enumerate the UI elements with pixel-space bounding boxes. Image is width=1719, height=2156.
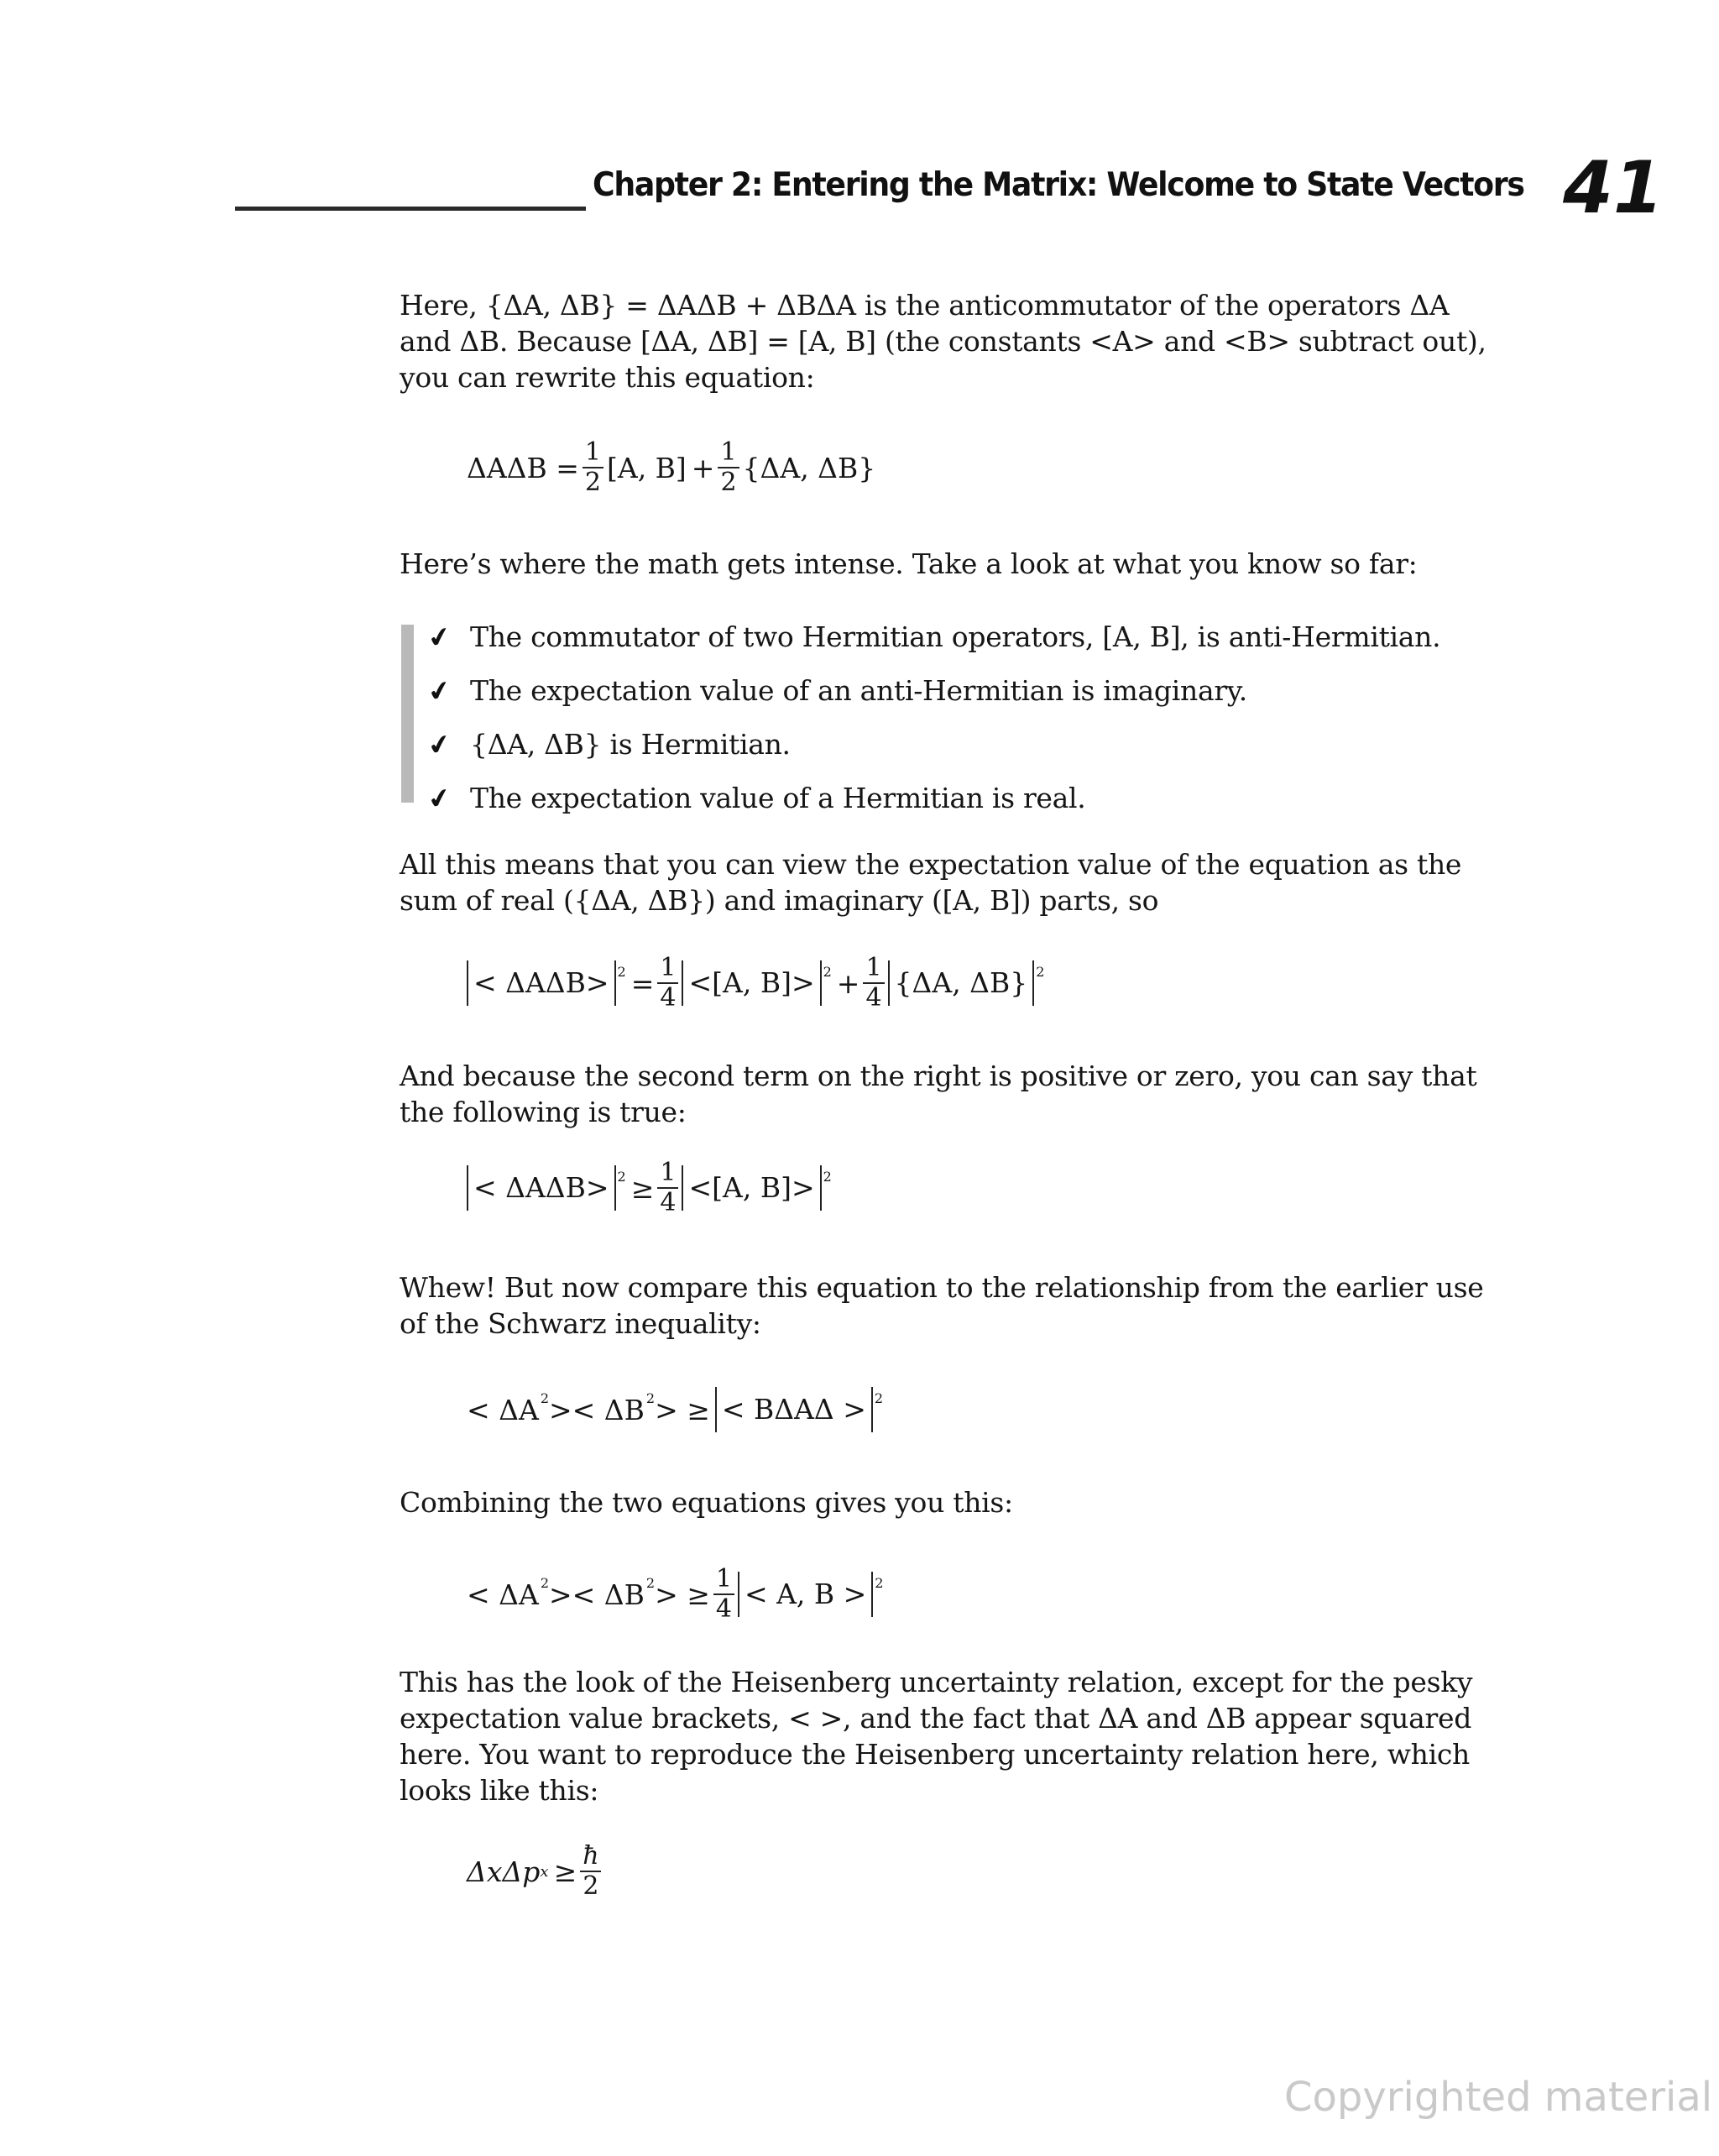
eq3-abs-commutator: <[A, B]>	[682, 1165, 821, 1211]
paragraph-anticommutator: Here, {ΔA, ΔB} = ΔAΔB + ΔBΔA is the anticommutator of the operators ΔA and ΔB. Because [ΔA, ΔB] = [A, B] (the constants <A> and <B> subtract out), you can rewrite this equation:	[400, 289, 1486, 394]
equation-4: < ΔA 2 >< ΔB 2 > ≥ < BΔAΔ > 2	[467, 1372, 1474, 1447]
paragraph-positive-zero: And because the second term on the right is positive or zero, you can say that the following is true:	[400, 1060, 1477, 1128]
chapter-title: Chapter 2: Entering the Matrix: Welcome to State Vectors	[593, 166, 1524, 204]
eq2-abs-commutator: <[A, B]>	[682, 960, 821, 1006]
equation-6: ΔxΔp x ≥ $\frac{ħ}{2}$	[467, 1834, 1474, 1909]
eq3-fraction-quarter: $\frac{1}{4}$	[657, 1160, 678, 1216]
eq1-fraction-half-2: $\frac{1}{2}$	[718, 440, 739, 495]
header-rule	[235, 207, 586, 211]
eq2-abs-anticommutator: {ΔA, ΔB}	[888, 960, 1035, 1006]
list-item: ✔ The expectation value of an anti-Hermitian is imaginary.	[425, 672, 1247, 709]
eq5-abs: < A, B >	[738, 1572, 873, 1617]
bullet-list	[425, 610, 1519, 824]
eq2-fraction-quarter: $\frac{1}{4}$	[657, 955, 678, 1011]
list-item: ✔ The expectation value of a Hermitian is real.	[425, 780, 1086, 817]
equation-5: < ΔA 2 >< ΔB 2 > ≥ $\frac{1}{4}$ < A, B > 2	[467, 1564, 884, 1624]
eq4-abs: < BΔAΔ >	[715, 1387, 873, 1432]
paragraph-combining: Combining the two equations gives you this:	[400, 1486, 1013, 1519]
eq6-fraction-hbar-half: $\frac{ħ}{2}$	[580, 1844, 601, 1899]
eq5-fraction-quarter: $\frac{1}{4}$	[713, 1567, 734, 1622]
equation-1	[467, 430, 1474, 505]
eq2-abs-lhs: < ΔAΔB>	[467, 960, 616, 1006]
equation-3: < ΔAΔB> 2 ≥ $\frac{1}{4}$ <[A, B]> 2	[467, 1150, 1474, 1226]
check-icon: ✔	[425, 726, 454, 763]
eq1-anticommutator: {ΔA, ΔB}	[742, 451, 876, 484]
check-icon: ✔	[425, 780, 454, 817]
paragraph-heisenberg: This has the look of the Heisenberg uncertainty relation, except for the pesky expectation value brackets, < >, and the fact that ΔA and ΔB appear squared here. You want to reproduce the Heisenberg uncertainty relation here, which looks like this:	[400, 1666, 1473, 1807]
page-number: 41	[1563, 146, 1664, 230]
eq1-lhs: ΔAΔB =	[467, 451, 579, 484]
eq2-fraction-quarter-2: $\frac{1}{4}$	[863, 955, 884, 1011]
copyright-watermark: Copyrighted material	[1284, 2074, 1713, 2121]
eq1-commutator: [A, B]	[606, 451, 687, 484]
paragraph-intense: Here’s where the math gets intense. Take a look at what you know so far:	[400, 547, 1418, 580]
list-item: ✔ {ΔA, ΔB} is Hermitian.	[425, 726, 791, 763]
check-icon: ✔	[425, 619, 454, 656]
eq1-plus: +	[691, 451, 715, 484]
paragraph-schwarz: Whew! But now compare this equation to the relationship from the earlier use of the Schwarz inequality:	[400, 1271, 1484, 1340]
eq3-abs-lhs: < ΔAΔB>	[467, 1165, 616, 1211]
bullet-list-bar	[401, 625, 414, 803]
eq1-fraction-half: $\frac{1}{2}$	[583, 440, 603, 495]
check-icon: ✔	[425, 672, 454, 709]
equation-2: < ΔAΔB> 2 = $\frac{1}{4}$ <[A, B]> 2 + $\frac{1}{4}$ {ΔA, ΔB} 2	[467, 945, 1474, 1021]
paragraph-real-imaginary: All this means that you can view the expectation value of the equation as the sum of real ({ΔA, ΔB}) and imaginary ([A, B]) parts, so	[400, 848, 1462, 917]
list-item: ✔ The commutator of two Hermitian operators, [A, B], is anti-Hermitian.	[425, 619, 1441, 656]
